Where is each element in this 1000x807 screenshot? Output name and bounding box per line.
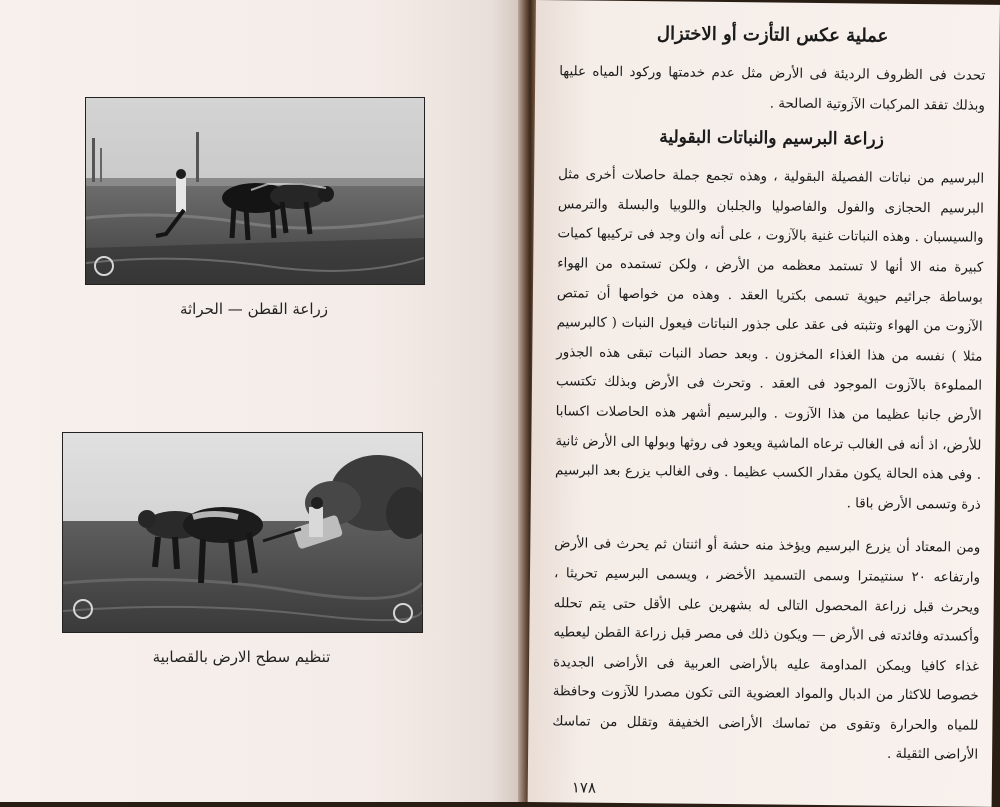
right-page-text [552,14,986,770]
figure-caption-1: زراعة القطن — الحراثة [179,300,329,318]
section-title: عملية عكس التأزت أو الاختزال [656,23,889,47]
section-subtitle: زراعة البرسيم والنباتات البقولية [659,127,884,150]
photo-land-leveling [62,432,423,633]
intro-paragraph: تحدث فى الظروف الرديئة فى الأرض مثل عدم خدمتها وركود المياه عليها وبذلك تفقد المركبات الآزوتية الصالحة . [559,64,986,114]
right-page [528,0,1000,807]
body-paragraph-1: البرسيم من نباتات الفصيلة البقولية ، وهذه تجمع جملة حاصلات أخرى مثل البرسيم الحجازى والفول والفاصوليا والجلبان واللوبيا والبسلة والترمس والسيسبان . وهذه النباتات غنية بالآزوت ، على أنه وان وجد فى تركيبها كميات كبيرة منه الا أنها لا تستمد معظمه من الأرض ، ولكن تستمده من الهواء بوساطة جراثيم حيوية تسمى بكتريا العقد . وهذه من خواصها أن تمتص الآزوت من الهواء وتثبته فى عقد على جذور النباتات فيعول النبات ( كالبرسيم مثلا ) نفسه من هذا الغذاء المخزون . وبعد حصاد النبات تبقى هذه الجذور المملوءة بالآزوت الموجود فى العقد . وتحرث فى الأرض وبذلك تكتسب الأرض جانبا عظيما من هذا الآزوت . والبرسيم أشهر هذه الحاصلات اكسابا للأرض، اذ أنه فى الغالب ترعاه الماشية ويعود فى روثها وبولها الى الأرض ثانية . وفى هذه الحالة يكون مقدار الكسب عظيما . وفى الغالب يزرع بعد البرسيم ذرة وتسمى الأرض باقا . [554,167,985,513]
body-paragraph-2: ومن المعتاد أن يزرع البرسيم ويؤخذ منه حشة أو اثنتان ثم يحرث فى الأرض وارتفاعه ٢٠ سنتيمترا وسمى التسميد الأخضر ، ويسمى البرسيم تحريثا ، ويحرث قبل زراعة المحصول التالى له بشهرين على الأقل حتى يتم تحلله وأكسدته وفائدته فى الأرض — ويكون ذلك فى مصر قبل زراعة القطن ليعطيه غذاء كافيا ويمكن المداومة عليه بالأراضى العربية فى الأراضى الجديدة خصوصا للاكثار من الدبال والمواد العضوية التى تكون مصدرا للآزوت وحافظة للمياه والحرارة وتقوى من تماسك الأراضى الخفيفة وتقلل من تماسك الأراضى الثقيلة . [552,536,981,764]
page-number: ١٧٨ [571,778,597,797]
photo-cotton-plowing [85,97,425,285]
figure-caption-2: تنظيم سطح الارض بالقصابية [152,648,331,666]
